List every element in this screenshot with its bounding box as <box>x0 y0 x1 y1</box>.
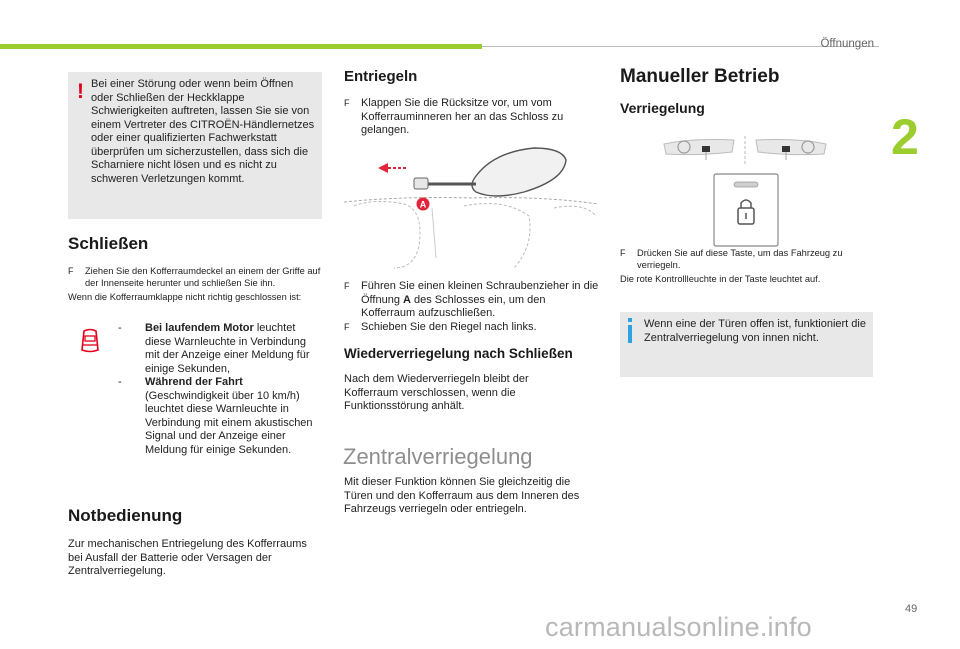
notbedienung-text: Zur mechanischen Entriegelung des Kofferraums bei Ausfall der Batterie oder Versagen der Zentralverriegelung. <box>68 538 307 577</box>
wiederverriegelung-text: Nach dem Wiederverriegeln bleibt der Kofferraum verschlossen, wenn die Funktionsstörung anhält. <box>344 373 529 412</box>
entriegeln-steps-2-3: F Führen Sie einen kleinen Schraubenzieher in die Öffnung A des Schlosses ein, um den Kofferraum aufzuschließen. F Schieben Sie den Riegel nach links. <box>344 280 599 333</box>
warning-text: Bei einer Störung oder wenn beim Öffnen oder Schließen der Heckklappe Schwierigkeiten auftreten, lassen Sie sie von einem Vertreter des CITROËN-Händlernetzes oder einer qualifizierten Fachwerkstatt überprüfen um sicherzustellen, dass sich die Scharniere nicht lösen und es nicht zu schweren Verletzungen kommt. <box>91 78 315 185</box>
heading-entriegeln: Entriegeln <box>344 68 418 85</box>
central-lock-button-illustration <box>662 136 828 250</box>
schliessen-status-list <box>118 322 323 457</box>
info-icon <box>627 318 633 343</box>
header-accent-bar <box>0 44 482 49</box>
exclamation-icon: ! <box>77 80 84 103</box>
heading-manueller-betrieb: Manueller Betrieb <box>620 66 780 87</box>
chapter-number: 2 <box>891 109 919 165</box>
heading-schliessen: Schließen <box>68 234 149 253</box>
heading-verriegelung: Verriegelung <box>620 100 705 116</box>
list-item: - Bei laufendem Motor leuchtet diese Warnleuchte in Verbindung mit der Anzeige einer Meldung für einige Sekunden, <box>118 322 310 375</box>
list-item: - Während der Fahrt (Geschwindigkeit über 10 km/h) leuchtet diese Warnleuchte in Verbindung mit einem akustischen Signal und der Anzeige einer Meldung für einige Sekunden. <box>118 376 313 456</box>
trunk-open-warning-lamp-icon <box>80 328 100 354</box>
zentralverriegelung-text: Mit dieser Funktion können Sie gleichzeitig die Türen und den Kofferraum aus dem Inneren des Fahrzeugs verriegeln oder entriegeln. <box>344 476 580 515</box>
info-box <box>620 312 873 377</box>
heading-notbedienung: Notbedienung <box>68 506 183 525</box>
heading-wiederverriegelung: Wiederverriegelung nach Schließen <box>344 346 573 361</box>
watermark: carmanualsonline.info <box>545 612 812 642</box>
warning-box <box>68 72 322 219</box>
figure-label-a: A <box>419 199 427 210</box>
page-number: 49 <box>905 603 918 615</box>
entriegeln-step-1: F Klappen Sie die Rücksitze vor, um vom Kofferrauminneren her an das Schloss zu gelangen. <box>344 97 564 136</box>
verriegelung-note: Die rote Kontrollleuchte in der Taste leuchtet auf. <box>620 274 821 284</box>
schliessen-condition: Wenn die Kofferraumklappe nicht richtig geschlossen ist: <box>68 292 302 302</box>
schliessen-step: F Ziehen Sie den Kofferraumdeckel an einem der Griffe auf der Innenseite herunter und schließen Sie ihn. <box>68 266 321 288</box>
section-name: Öffnungen <box>820 38 874 50</box>
verriegelung-step: F Drücken Sie auf diese Taste, um das Fahrzeug zu verriegeln. <box>620 248 843 270</box>
info-text: Wenn eine der Türen offen ist, funktioniert die Zentralverriegelung von innen nicht. <box>644 318 866 344</box>
trunk-lock-illustration <box>344 146 598 270</box>
heading-zentralverriegelung: Zentralverriegelung <box>343 444 533 469</box>
bullet-marker: F <box>68 266 74 276</box>
header-rule <box>482 46 879 47</box>
